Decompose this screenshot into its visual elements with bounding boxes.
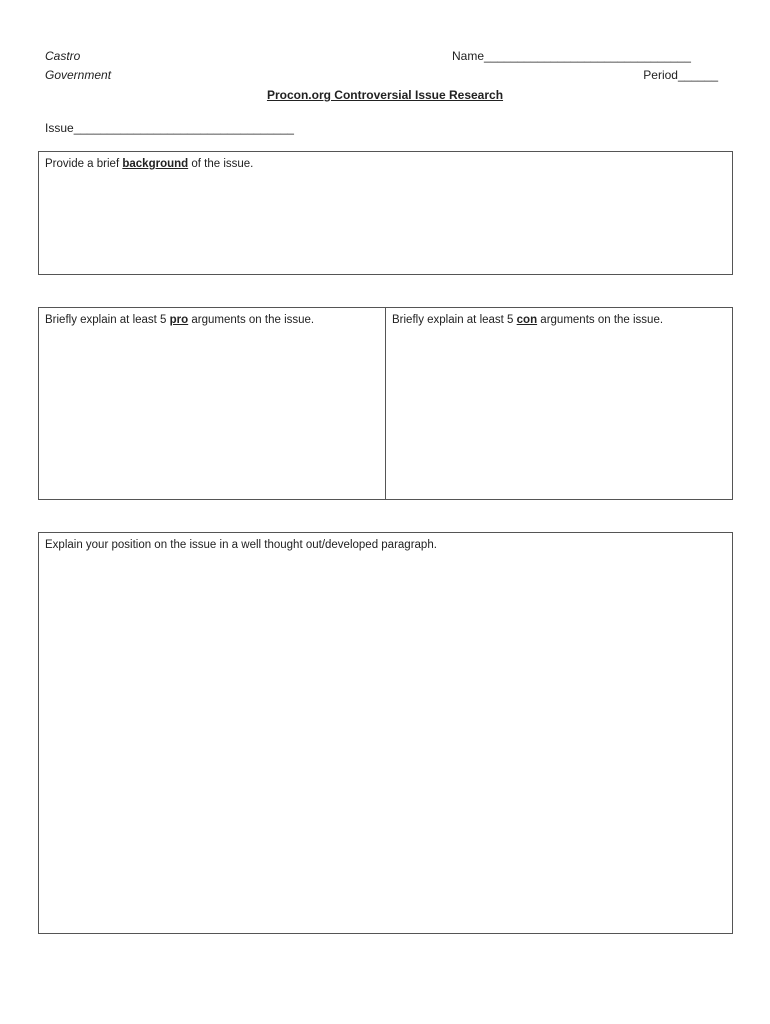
period-blank: ______ bbox=[677, 68, 718, 82]
teacher-name: Castro bbox=[45, 49, 81, 63]
issue-field[interactable] bbox=[45, 121, 294, 135]
course-name: Government bbox=[45, 68, 112, 82]
pro-arguments-box[interactable] bbox=[38, 307, 386, 500]
con-arguments-box[interactable] bbox=[385, 307, 733, 500]
background-keyword: background bbox=[122, 158, 189, 170]
pro-prompt: Briefly explain at least 5 pro arguments on the issue. bbox=[45, 314, 315, 326]
name-blank: _______________________________ bbox=[484, 49, 691, 63]
name-label: Name bbox=[452, 49, 485, 63]
page-title: Procon.org Controversial Issue Research bbox=[266, 88, 504, 102]
pro-keyword: pro bbox=[169, 314, 189, 326]
name-field[interactable] bbox=[452, 49, 691, 63]
period-field[interactable] bbox=[643, 68, 718, 82]
issue-label: Issue bbox=[45, 121, 74, 135]
con-prompt: Briefly explain at least 5 con arguments on the issue. bbox=[392, 314, 664, 326]
position-prompt: Explain your position on the issue in a well thought out/developed paragraph. bbox=[45, 539, 437, 551]
background-prompt: Provide a brief background of the issue. bbox=[45, 158, 254, 170]
position-box[interactable] bbox=[38, 532, 733, 934]
issue-blank: _________________________________ bbox=[73, 121, 294, 135]
con-keyword: con bbox=[516, 314, 538, 326]
period-label: Period bbox=[643, 68, 678, 82]
background-box[interactable] bbox=[38, 151, 733, 275]
